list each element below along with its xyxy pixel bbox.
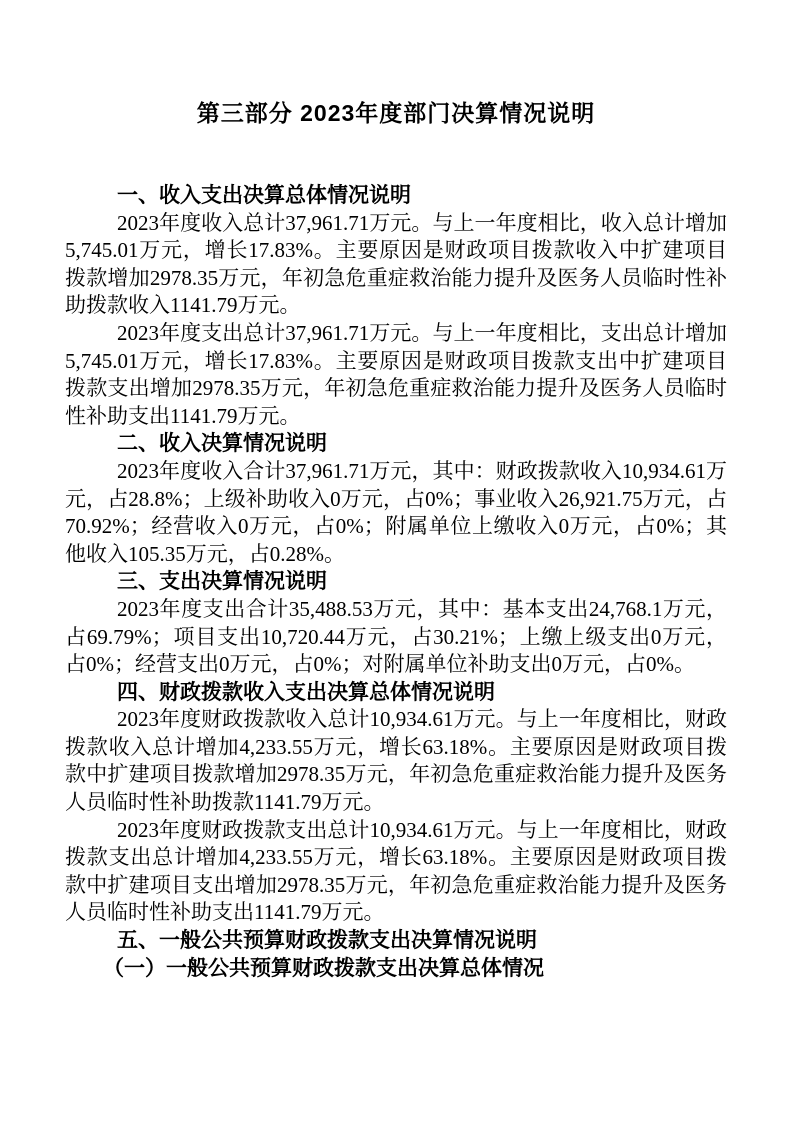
section-expenditure-final-accounts <box>65 568 727 678</box>
section-3-paragraph: 2023年度支出合计35,488.53万元，其中：基本支出24,768.1万元，占69.79%；项目支出10,720.44万元，占30.21%；上缴上级支出0万元，占0%；经营支出0万元，占0%；对附属单位补助支出0万元，占0%。 <box>65 596 727 677</box>
section-fiscal-appropriation-overview <box>65 679 727 927</box>
section-general-public-budget <box>65 927 727 982</box>
section-5-subheading: （一）一般公共预算财政拨款支出决算总体情况 <box>103 956 544 980</box>
section-5-heading: 五、一般公共预算财政拨款支出决算情况说明 <box>117 929 537 953</box>
section-1-paragraph-expenditure: 2023年度支出总计37,961.71万元。与上一年度相比，支出总计增加5,745.01万元，增长17.83%。主要原因是财政项目拨款支出中扩建项目拨款支出增加2978.35万元，年初急危重症救治能力提升及医务人员临时性补助支出1141.79万元。 <box>65 320 727 428</box>
section-3-heading: 三、支出决算情况说明 <box>117 570 327 594</box>
section-income-expenditure-overview <box>65 182 727 430</box>
section-4-heading: 四、财政拨款收入支出决算总体情况说明 <box>117 680 495 704</box>
section-4-paragraph-income: 2023年度财政拨款收入总计10,934.61万元。与上一年度相比，财政拨款收入总计增加4,233.55万元，增长63.18%。主要原因是财政项目拨款中扩建项目拨款增加2978.35万元，年初急危重症救治能力提升及医务人员临时性补助拨款1141.79万元。 <box>65 707 727 815</box>
page-title: 第三部分 2023年度部门决算情况说明 <box>196 100 596 126</box>
section-2-heading: 二、收入决算情况说明 <box>117 432 327 456</box>
section-4-paragraph-expenditure: 2023年度财政拨款支出总计10,934.61万元。与上一年度相比，财政拨款支出总计增加4,233.55万元，增长63.18%。主要原因是财政项目拨款中扩建项目支出增加2978.35万元，年初急危重症救治能力提升及医务人员临时性补助支出1141.79万元。 <box>65 817 727 925</box>
section-1-paragraph-income: 2023年度收入总计37,961.71万元。与上一年度相比，收入总计增加5,745.01万元，增长17.83%。主要原因是财政项目拨款收入中扩建项目拨款增加2978.35万元，年初急危重症救治能力提升及医务人员临时性补助拨款收入1141.79万元。 <box>65 210 727 318</box>
section-1-heading: 一、收入支出决算总体情况说明 <box>117 184 411 207</box>
section-income-final-accounts <box>65 430 727 568</box>
section-2-paragraph: 2023年度收入合计37,961.71万元，其中：财政拨款收入10,934.61万元，占28.8%；上级补助收入0万元，占0%；事业收入26,921.75万元，占70.92%；经营收入0万元，占0%；附属单位上缴收入0万元，占0%；其他收入105.35万元，占0.28%。 <box>65 458 727 566</box>
